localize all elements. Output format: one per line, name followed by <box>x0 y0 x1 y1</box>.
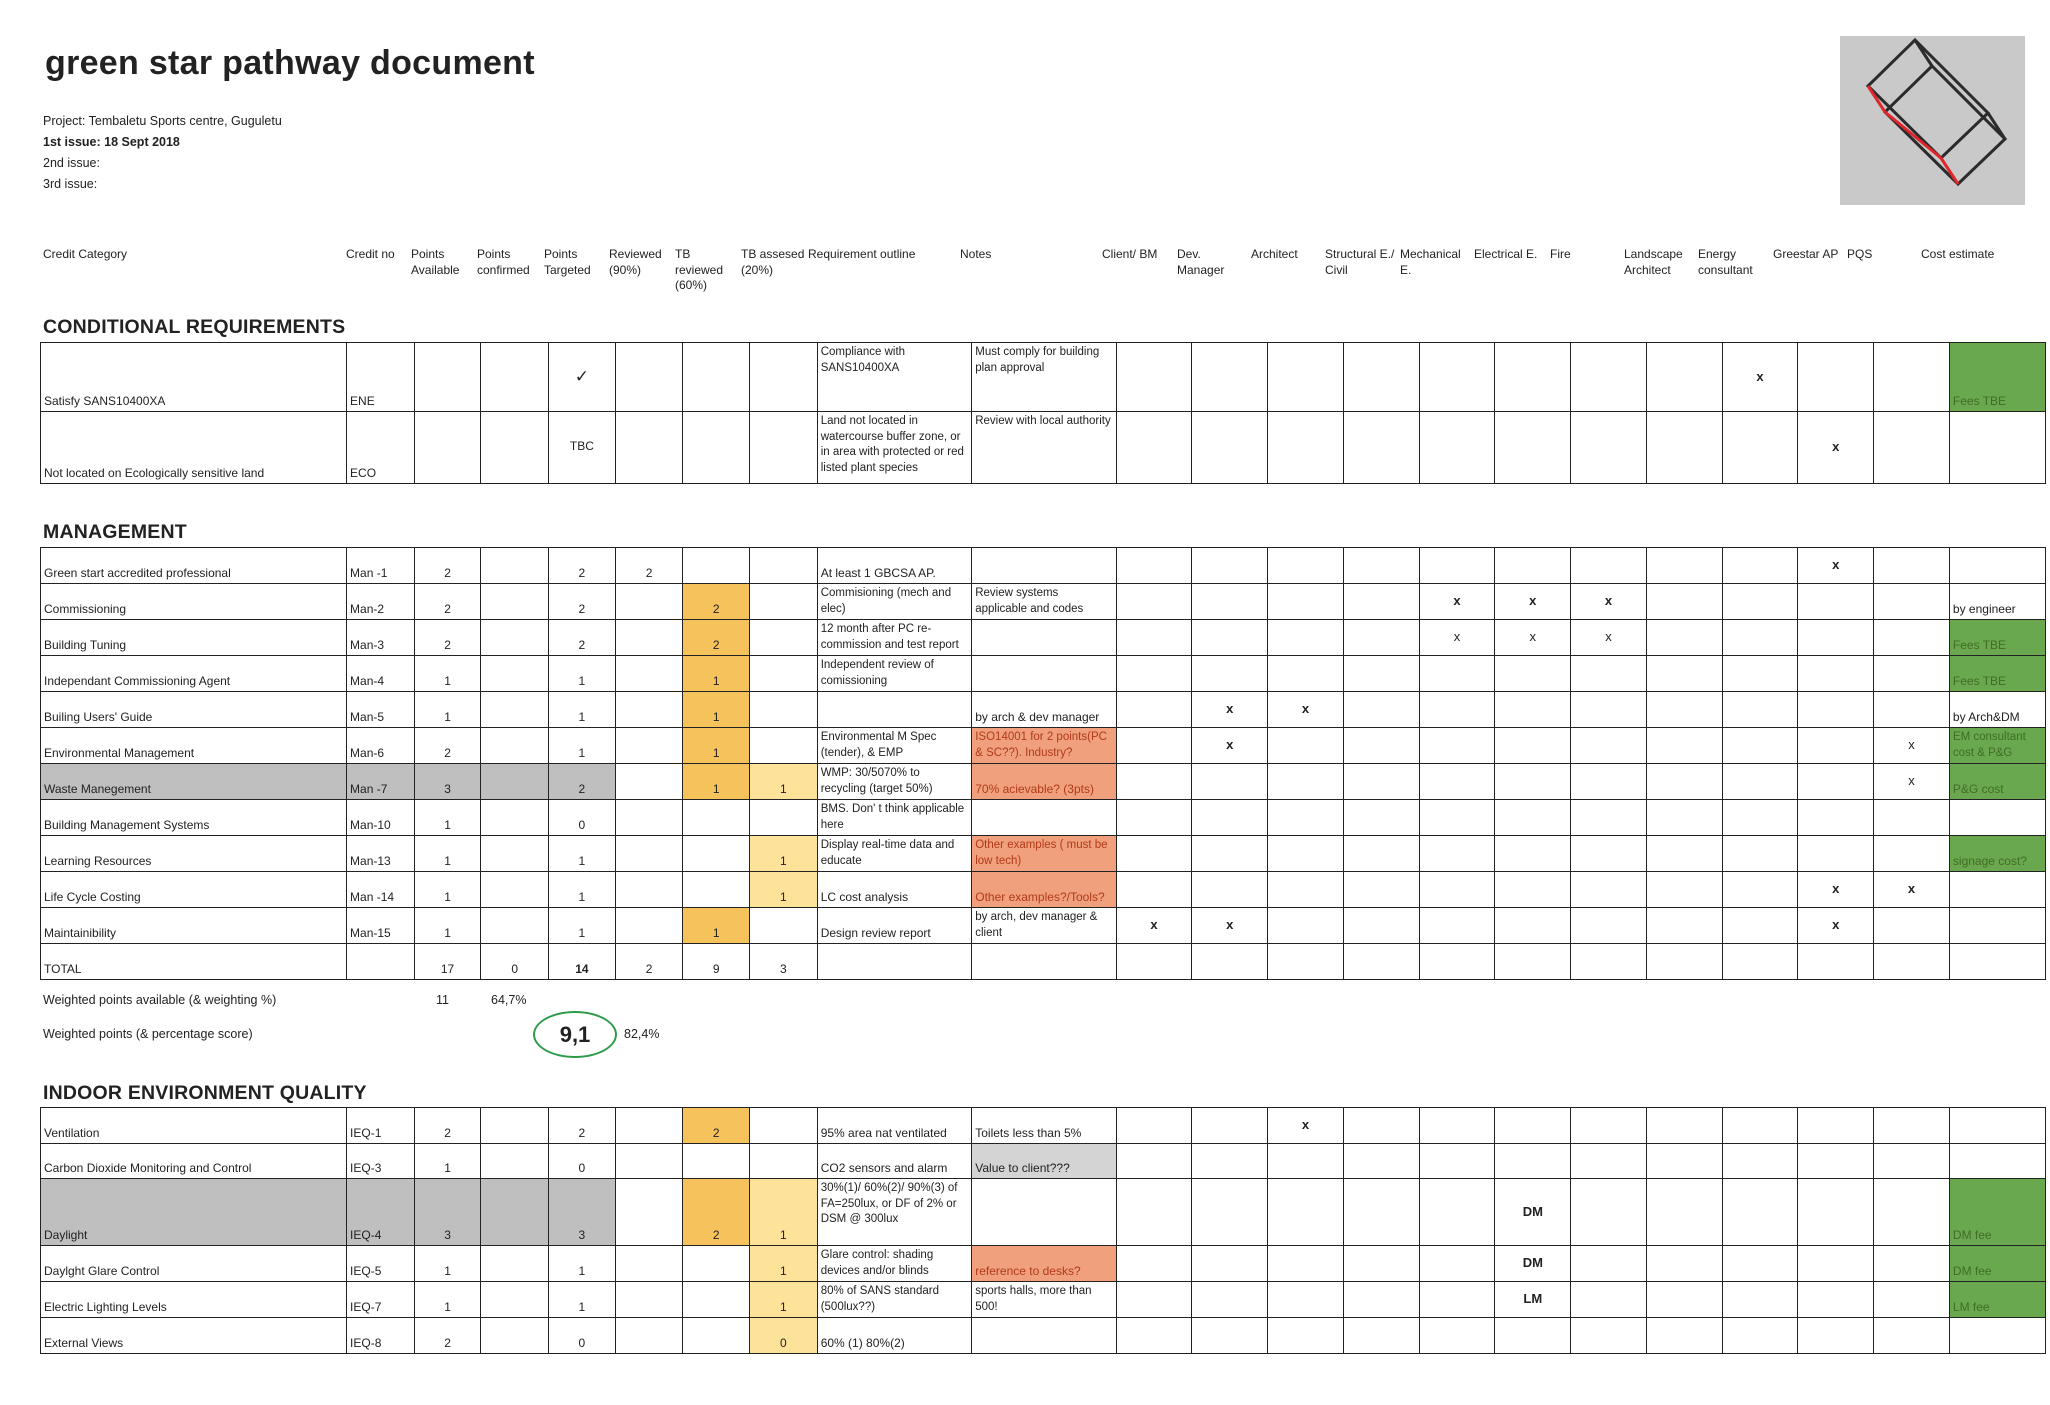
dev-manager-mark: x <box>1192 908 1268 944</box>
mechanical-mark: x <box>1419 584 1495 620</box>
weighted-available-value: 11 <box>436 993 449 1007</box>
first-issue: 1st issue: 18 Sept 2018 <box>43 135 180 149</box>
col-reviewed: Reviewed (90%) <box>609 247 662 277</box>
notes: Other examples?/Tools? <box>972 872 1116 908</box>
total-reviewed: 2 <box>615 944 683 980</box>
table-row <box>41 836 2046 872</box>
credit-no: Man -14 <box>347 872 415 908</box>
greenstar-ap-mark: x <box>1798 872 1874 908</box>
points-targeted: TBC <box>549 412 616 484</box>
table-row <box>41 692 2046 728</box>
tb-reviewed: 2 <box>683 1179 750 1246</box>
requirement-outline: Environmental M Spec (tender), & EMP <box>817 728 972 764</box>
points-targeted: 1 <box>549 728 616 764</box>
table-row <box>41 908 2046 944</box>
cost-estimate: LM fee <box>1949 1282 2045 1318</box>
points-available: 1 <box>414 692 481 728</box>
points-targeted: 1 <box>549 1246 616 1282</box>
tb-reviewed: 2 <box>683 620 750 656</box>
notes: Must comply for building plan approval <box>972 343 1116 412</box>
points-available: 1 <box>414 872 481 908</box>
points-available: 3 <box>414 1179 481 1246</box>
col-tb-assesed: TB assesed (20%) <box>741 247 805 277</box>
requirement-outline: 60% (1) 80%(2) <box>817 1318 972 1354</box>
cost-estimate: Fees TBE <box>1949 620 2045 656</box>
reviewed: 2 <box>615 548 683 584</box>
dev-manager-mark: x <box>1192 692 1268 728</box>
total-confirmed: 0 <box>481 944 549 980</box>
col-landscape: Landscape Architect <box>1624 247 1683 277</box>
points-targeted: 1 <box>549 908 616 944</box>
credit-no: Man-13 <box>347 836 415 872</box>
third-issue: 3rd issue: <box>43 177 98 191</box>
pqs-mark: x <box>1874 764 1950 800</box>
col-client: Client/ BM <box>1102 247 1158 261</box>
tb-assessed: 1 <box>750 764 818 800</box>
weighted-available-label: Weighted points available (& weighting %) <box>43 993 277 1007</box>
project-name: Project: Tembaletu Sports centre, Guguletu <box>43 114 282 128</box>
points-targeted: 0 <box>549 1144 616 1179</box>
fire-mark: x <box>1571 620 1647 656</box>
notes: Other examples ( must be low tech) <box>972 836 1116 872</box>
cost-estimate: Fees TBE <box>1949 343 2045 412</box>
notes: ISO14001 for 2 points(PC & SC??). Industry? <box>972 728 1116 764</box>
notes: Review with local authority <box>972 412 1116 484</box>
requirement-outline: 12 month after PC re-commission and test report <box>817 620 972 656</box>
credit-no: Man-6 <box>347 728 415 764</box>
greenstar-ap-mark: x <box>1798 908 1874 944</box>
tb-reviewed: 1 <box>683 692 750 728</box>
points-targeted: 2 <box>549 1108 616 1144</box>
client-mark: x <box>1116 908 1192 944</box>
col-dev-manager: Dev. Manager <box>1177 247 1225 277</box>
conditional-table <box>40 342 2046 484</box>
notes: by arch, dev manager & client <box>972 908 1116 944</box>
section-management: MANAGEMENT <box>43 521 187 543</box>
cube-logo-icon <box>1840 36 2025 205</box>
greenstar-ap-mark: x <box>1798 412 1874 484</box>
col-architect: Architect <box>1251 247 1298 261</box>
tb-assessed: 1 <box>750 1179 818 1246</box>
notes: Value to client??? <box>972 1144 1116 1179</box>
notes: by arch & dev manager <box>972 692 1116 728</box>
tb-assessed: 1 <box>750 1282 818 1318</box>
electrical-mark: x <box>1495 584 1571 620</box>
tb-reviewed: 1 <box>683 764 750 800</box>
credit-category: Satisfy SANS10400XA <box>41 343 347 412</box>
points-available: 2 <box>414 620 481 656</box>
cost-estimate: P&G cost <box>1949 764 2045 800</box>
total-tb-assessed: 3 <box>750 944 818 980</box>
tb-reviewed: 2 <box>683 584 750 620</box>
table-row <box>41 1246 2046 1282</box>
table-row <box>41 412 2046 484</box>
col-credit-category: Credit Category <box>43 247 128 261</box>
check-icon: ✓ <box>549 343 616 412</box>
points-available: 1 <box>414 1282 481 1318</box>
col-fire: Fire <box>1550 247 1571 261</box>
credit-category: Building Management Systems <box>41 800 347 836</box>
points-available: 1 <box>414 1246 481 1282</box>
table-row <box>41 1179 2046 1246</box>
points-available: 1 <box>414 836 481 872</box>
credit-no: IEQ-8 <box>347 1318 415 1354</box>
requirement-outline: 30%(1)/ 60%(2)/ 90%(3) of FA=250lux, or DF of 2% or DSM @ 300lux <box>817 1179 972 1246</box>
cost-estimate: Fees TBE <box>1949 656 2045 692</box>
col-notes: Notes <box>960 247 992 261</box>
credit-no: IEQ-3 <box>347 1144 415 1179</box>
points-targeted: 1 <box>549 1282 616 1318</box>
tb-assessed: 1 <box>750 1246 818 1282</box>
credit-category: Ventilation <box>41 1108 347 1144</box>
cost-estimate: DM fee <box>1949 1179 2045 1246</box>
cost-estimate: by Arch&DM <box>1949 692 2045 728</box>
credit-category: Daylight <box>41 1179 347 1246</box>
column-headers <box>0 247 2050 307</box>
points-targeted: 1 <box>549 692 616 728</box>
credit-no: IEQ-5 <box>347 1246 415 1282</box>
points-available: 2 <box>414 584 481 620</box>
credit-no: Man-4 <box>347 656 415 692</box>
requirement-outline: CO2 sensors and alarm <box>817 1144 972 1179</box>
table-row <box>41 548 2046 584</box>
table-row <box>41 764 2046 800</box>
management-table <box>40 547 2046 980</box>
electrical-mark: x <box>1495 620 1571 656</box>
tb-assessed: 1 <box>750 836 818 872</box>
requirement-outline: BMS. Don' t think applicable here <box>817 800 972 836</box>
credit-no: IEQ-1 <box>347 1108 415 1144</box>
points-targeted: 0 <box>549 1318 616 1354</box>
page-title: green star pathway document <box>45 44 535 82</box>
points-targeted: 1 <box>549 656 616 692</box>
credit-no: Man-15 <box>347 908 415 944</box>
requirement-outline: Display real-time data and educate <box>817 836 972 872</box>
notes: sports halls, more than 500! <box>972 1282 1116 1318</box>
credit-category: Waste Manegement <box>41 764 347 800</box>
weighted-available-pct: 64,7% <box>491 993 527 1007</box>
col-energy: Energy consultant <box>1698 247 1753 277</box>
points-available: 2 <box>414 548 481 584</box>
col-pqs: PQS <box>1847 247 1873 261</box>
credit-category: Green start accredited professional <box>41 548 347 584</box>
greenstar-ap-mark: x <box>1798 548 1874 584</box>
notes: 70% acievable? (3pts) <box>972 764 1116 800</box>
requirement-outline: WMP: 30/5070% to recycling (target 50%) <box>817 764 972 800</box>
table-row <box>41 800 2046 836</box>
total-available: 17 <box>414 944 481 980</box>
requirement-outline: 80% of SANS standard (500lux??) <box>817 1282 972 1318</box>
credit-category: Builing Users' Guide <box>41 692 347 728</box>
mechanical-mark: x <box>1419 620 1495 656</box>
table-row <box>41 728 2046 764</box>
table-row <box>41 656 2046 692</box>
col-electrical: Electrical E. <box>1474 247 1538 261</box>
credit-no: ENE <box>347 343 415 412</box>
col-points-targeted: Points Targeted <box>544 247 591 277</box>
col-points-confirmed: Points confirmed <box>477 247 530 277</box>
col-requirement-outline: Requirement outline <box>808 247 916 261</box>
credit-category: Life Cycle Costing <box>41 872 347 908</box>
credit-category: Daylght Glare Control <box>41 1246 347 1282</box>
cost-estimate: by engineer <box>1949 584 2045 620</box>
cost-estimate: DM fee <box>1949 1246 2045 1282</box>
credit-no: Man -7 <box>347 764 415 800</box>
table-row <box>41 1108 2046 1144</box>
dev-manager-mark: x <box>1192 728 1268 764</box>
requirement-outline: Glare control: shading devices and/or blinds <box>817 1246 972 1282</box>
weighted-score-label: Weighted points (& percentage score) <box>43 1027 253 1041</box>
tb-assessed: 1 <box>750 872 818 908</box>
points-available: 1 <box>414 1144 481 1179</box>
cost-estimate: EM consultant cost & P&G <box>1949 728 2045 764</box>
points-available: 1 <box>414 908 481 944</box>
points-targeted: 2 <box>549 764 616 800</box>
section-conditional: CONDITIONAL REQUIREMENTS <box>43 316 346 338</box>
requirement-outline: 95% area nat ventilated <box>817 1108 972 1144</box>
credit-no: Man-5 <box>347 692 415 728</box>
tb-reviewed: 1 <box>683 656 750 692</box>
architect-mark: x <box>1268 692 1344 728</box>
points-available: 2 <box>414 728 481 764</box>
tb-reviewed: 1 <box>683 728 750 764</box>
requirement-outline: LC cost analysis <box>817 872 972 908</box>
credit-no: IEQ-7 <box>347 1282 415 1318</box>
table-row <box>41 872 2046 908</box>
points-available: 1 <box>414 656 481 692</box>
requirement-outline: Commisioning (mech and elec) <box>817 584 972 620</box>
weighted-score-pct: 82,4% <box>624 1027 660 1041</box>
table-row <box>41 1144 2046 1179</box>
points-targeted: 2 <box>549 548 616 584</box>
credit-category: Independant Commissioning Agent <box>41 656 347 692</box>
points-available: 2 <box>414 1318 481 1354</box>
weighted-score-value: 9,1 <box>533 1011 617 1058</box>
credit-category: Electric Lighting Levels <box>41 1282 347 1318</box>
credit-category: Learning Resources <box>41 836 347 872</box>
requirement-outline: At least 1 GBCSA AP. <box>817 548 972 584</box>
total-label: TOTAL <box>41 944 347 980</box>
points-available: 2 <box>414 1108 481 1144</box>
project-info <box>43 111 282 195</box>
table-row <box>41 1318 2046 1354</box>
col-credit-no: Credit no <box>346 247 395 261</box>
electrical-mark: LM <box>1495 1282 1571 1318</box>
total-tb-reviewed: 9 <box>683 944 750 980</box>
total-row <box>41 944 2046 980</box>
credit-no: Man -1 <box>347 548 415 584</box>
fire-mark: x <box>1571 584 1647 620</box>
section-ieq: INDOOR ENVIRONMENT QUALITY <box>43 1082 367 1104</box>
notes: reference to desks? <box>972 1246 1116 1282</box>
notes: Review systems applicable and codes <box>972 584 1116 620</box>
points-targeted: 2 <box>549 584 616 620</box>
credit-category: Carbon Dioxide Monitoring and Control <box>41 1144 347 1179</box>
credit-no: ECO <box>347 412 415 484</box>
credit-no: Man-2 <box>347 584 415 620</box>
second-issue: 2nd issue: <box>43 156 100 170</box>
ieq-table <box>40 1107 2046 1354</box>
requirement-outline: Compliance with SANS10400XA <box>817 343 972 412</box>
points-available: 1 <box>414 800 481 836</box>
points-targeted: 1 <box>549 836 616 872</box>
requirement-outline: Independent review of comissioning <box>817 656 972 692</box>
col-mechanical: Mechanical E. <box>1400 247 1461 277</box>
points-targeted: 2 <box>549 620 616 656</box>
architect-mark: x <box>1268 1108 1344 1144</box>
credit-no: Man-3 <box>347 620 415 656</box>
points-targeted: 3 <box>549 1179 616 1246</box>
credit-category: Not located on Ecologically sensitive land <box>41 412 347 484</box>
credit-category: Maintainibility <box>41 908 347 944</box>
notes: Toilets less than 5% <box>972 1108 1116 1144</box>
points-available: 3 <box>414 764 481 800</box>
credit-category: External Views <box>41 1318 347 1354</box>
col-points-available: Points Available <box>411 247 460 277</box>
pqs-mark: x <box>1874 872 1950 908</box>
requirement-outline: Design review report <box>817 908 972 944</box>
credit-category: Commissioning <box>41 584 347 620</box>
col-greenstar-ap: Greestar AP <box>1773 247 1839 261</box>
credit-category: Building Tuning <box>41 620 347 656</box>
cost-estimate: signage cost? <box>1949 836 2045 872</box>
table-row <box>41 620 2046 656</box>
points-targeted: 1 <box>549 872 616 908</box>
table-row <box>41 1282 2046 1318</box>
table-row <box>41 584 2046 620</box>
credit-no: IEQ-4 <box>347 1179 415 1246</box>
requirement-outline: Land not located in watercourse buffer zone, or in area with protected or red listed plant species <box>817 412 972 484</box>
table-row <box>41 343 2046 412</box>
electrical-mark: DM <box>1495 1246 1571 1282</box>
col-cost-estimate: Cost estimate <box>1921 247 1995 261</box>
col-tb-reviewed: TB reviewed (60%) <box>675 247 724 292</box>
total-targeted: 14 <box>549 944 616 980</box>
tb-assessed: 0 <box>750 1318 818 1354</box>
credit-category: Environmental Management <box>41 728 347 764</box>
pqs-mark: x <box>1874 728 1950 764</box>
credit-no: Man-10 <box>347 800 415 836</box>
col-structural: Structural E./ Civil <box>1325 247 1395 277</box>
energy-mark: x <box>1722 343 1798 412</box>
tb-reviewed: 1 <box>683 908 750 944</box>
points-targeted: 0 <box>549 800 616 836</box>
electrical-mark: DM <box>1495 1179 1571 1246</box>
tb-reviewed: 2 <box>683 1108 750 1144</box>
